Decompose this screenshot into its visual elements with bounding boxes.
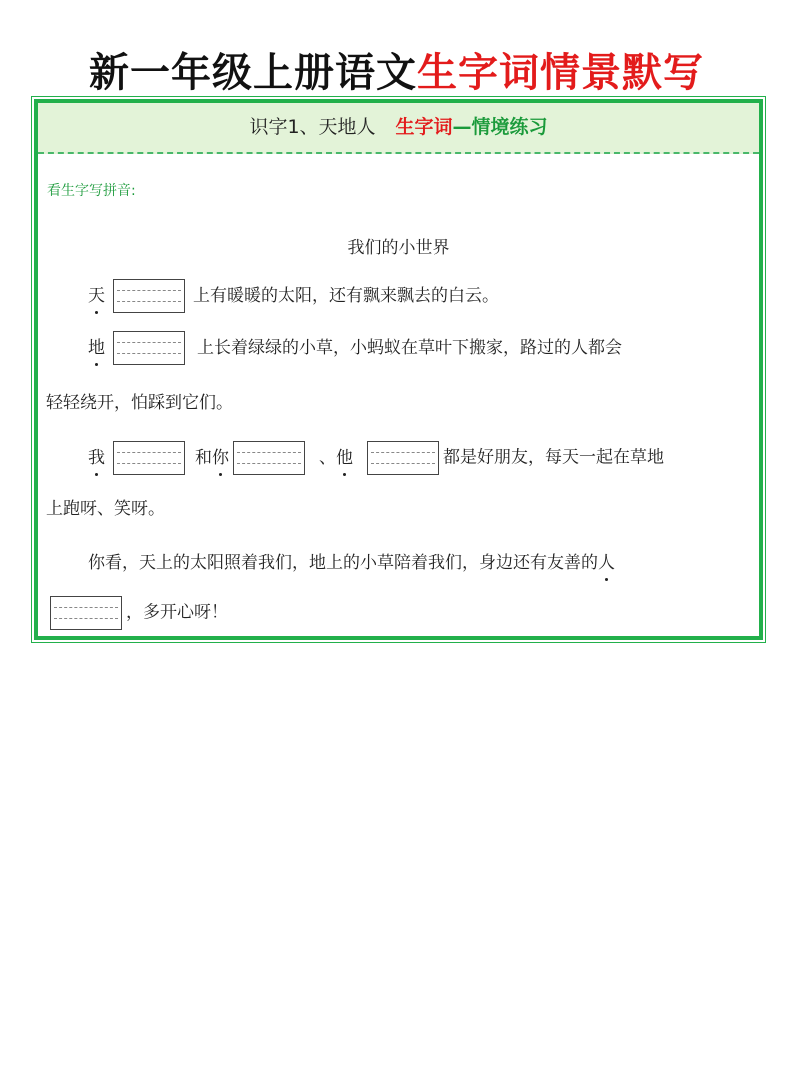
story-line-4 — [88, 441, 664, 475]
line-text: 轻轻绕开，怕踩到它们。 — [46, 393, 233, 413]
line-text: 、 — [319, 447, 336, 468]
story-line-3 — [46, 389, 233, 417]
story-line-5 — [46, 495, 165, 523]
line-text: 都是好朋友，每天一起在草地 — [443, 447, 664, 468]
line-text: 上有暖暖的太阳，还有飘来飘去的白云。 — [193, 285, 499, 306]
target-char: 他 — [336, 444, 353, 472]
story-line-1 — [88, 279, 499, 313]
page-title-main: 新一年级上册语文 — [89, 50, 417, 96]
page-title — [0, 47, 793, 99]
header-vocab: 生字词 — [395, 116, 453, 138]
header-practice: 情境练习 — [471, 116, 548, 138]
pinyin-input-box[interactable] — [50, 596, 122, 630]
page-title-highlight: 生字词情景默写 — [417, 50, 704, 96]
line-text: 上长着绿绿的小草，小蚂蚁在草叶下搬家，路过的人都会 — [197, 337, 622, 358]
instruction-text: 看生字写拼音: — [47, 183, 136, 199]
line-text: 你看，天上的太阳照着我们，地上的小草陪着我们，身边还有友善的 — [88, 553, 598, 573]
pinyin-input-box[interactable] — [113, 441, 185, 475]
target-char: 地 — [88, 334, 105, 362]
line-text: 和 — [195, 447, 212, 468]
pinyin-input-box[interactable] — [113, 279, 185, 313]
target-char: 你 — [212, 444, 229, 472]
exercise-card — [34, 99, 763, 640]
line-text: ，多开心呀！ — [126, 602, 228, 623]
story-line-2 — [88, 331, 622, 365]
target-char: 人 — [598, 549, 615, 577]
pinyin-input-box[interactable] — [113, 331, 185, 365]
line-text: 上跑呀、笑呀。 — [46, 499, 165, 519]
story-title: 我们的小世界 — [347, 238, 450, 258]
pinyin-input-box[interactable] — [367, 441, 439, 475]
card-header — [38, 103, 759, 154]
target-char: 我 — [88, 444, 105, 472]
header-dash: — — [452, 116, 472, 138]
story-line-7 — [46, 596, 228, 630]
target-char: 天 — [88, 282, 105, 310]
pinyin-input-box[interactable] — [233, 441, 305, 475]
lesson-label: 识字1、天地人 — [249, 116, 376, 138]
story-line-6 — [88, 549, 615, 577]
